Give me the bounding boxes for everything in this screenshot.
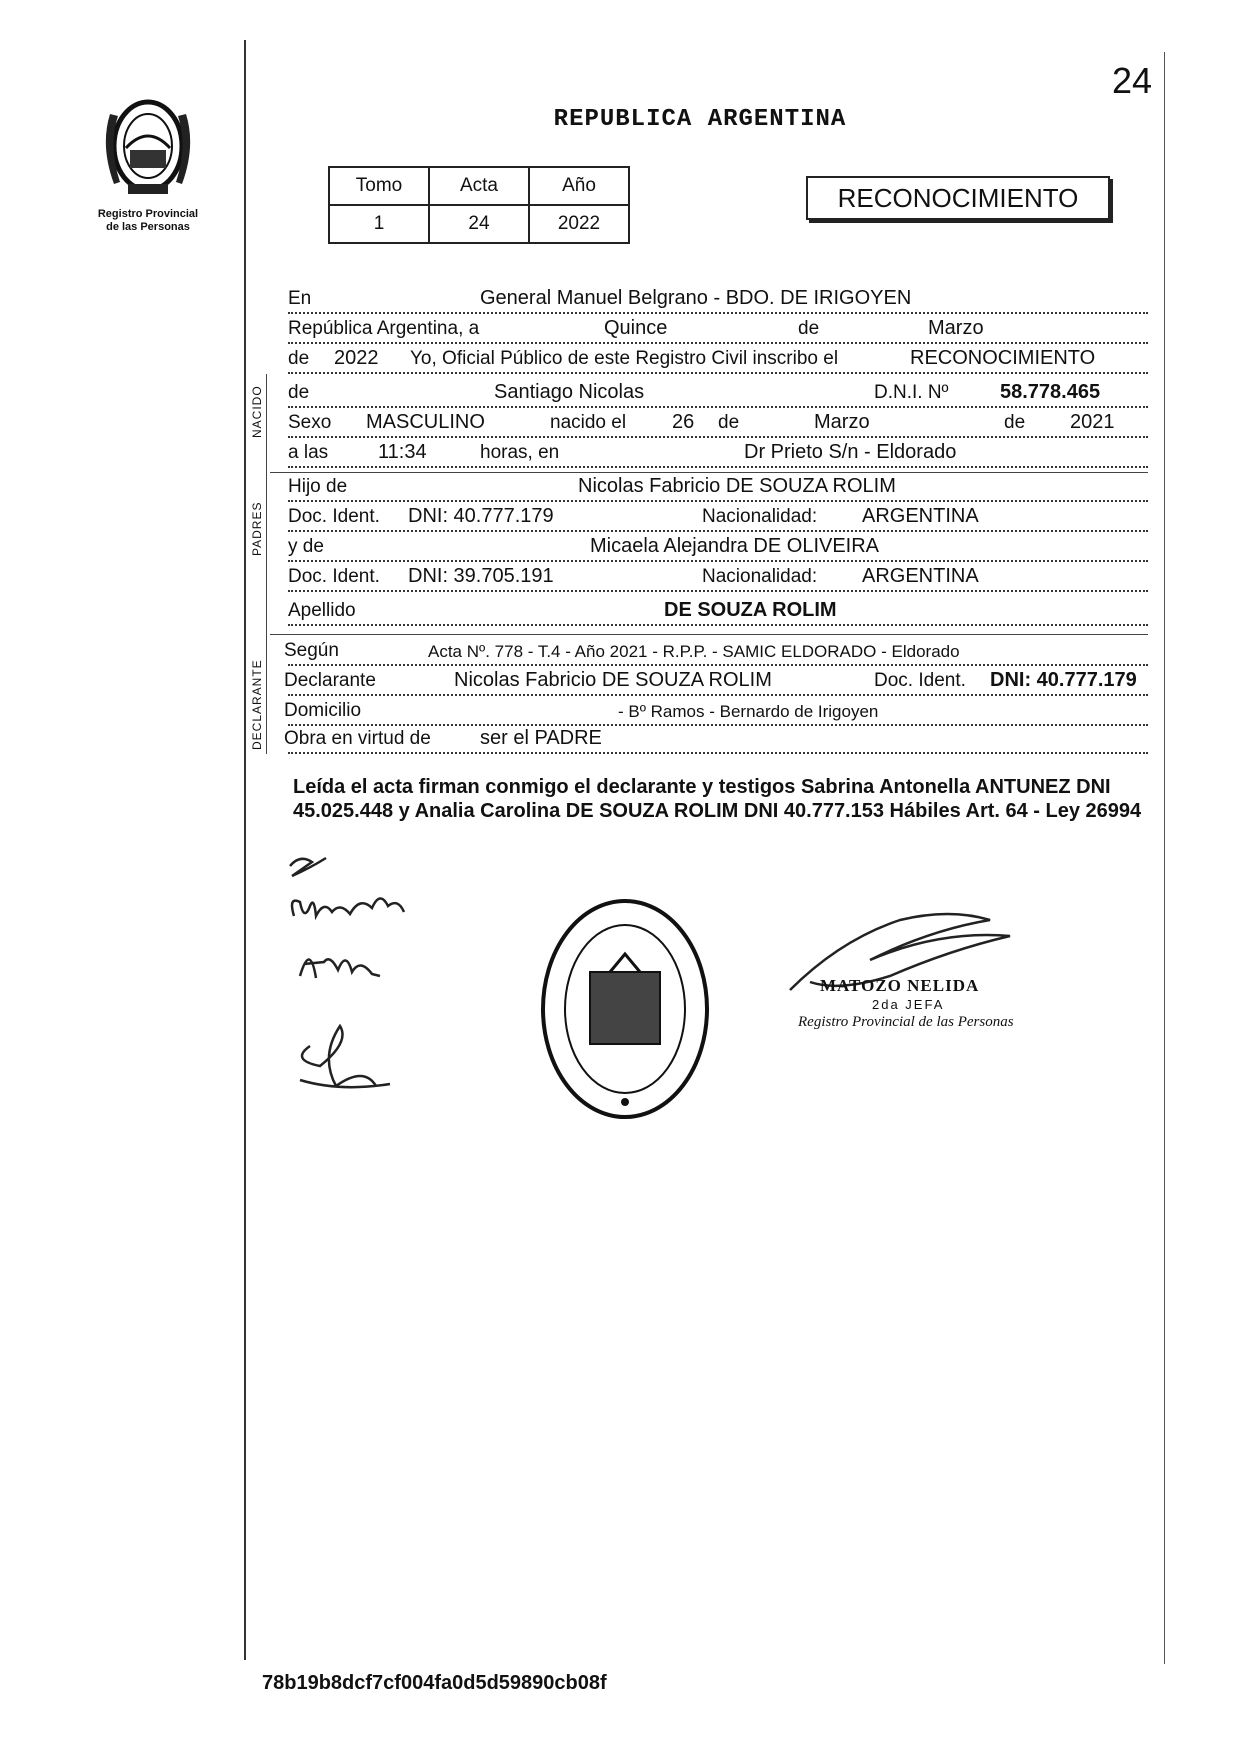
value-sexo: MASCULINO [366, 411, 485, 433]
row-sexo [288, 406, 1148, 438]
acta-value: 24 [429, 205, 529, 243]
label-obra: Obra en virtud de [284, 728, 431, 749]
anio-header: Año [529, 167, 629, 205]
value-nac-mes: Marzo [814, 411, 870, 433]
label-declarante: Declarante [284, 670, 376, 691]
value-declarante-doc: DNI: 40.777.179 [990, 669, 1137, 691]
closing-statement: Leída el acta firman conmigo el declarante y testigos Sabrina Antonella ANTUNEZ DNI 45.025.448 y Analia Carolina DE SOUZA ROLIM DNI 40.777.153 Hábiles Art. 64 - Ley 26994 [293, 776, 1142, 822]
register-value-row [329, 205, 629, 243]
label-dni: D.N.I. Nº [874, 382, 949, 403]
label-horas-en: horas, en [480, 442, 560, 463]
label-sexo: Sexo [288, 412, 332, 433]
value-dni: 58.778.465 [1000, 381, 1101, 403]
logo-caption-line2: de las Personas [106, 221, 190, 233]
value-inscripcion: RECONOCIMIENTO [910, 347, 1096, 369]
act-type-box: RECONOCIMIENTO [806, 176, 1110, 220]
value-nac-dia: 26 [672, 411, 695, 433]
row-inscripcion [288, 342, 1148, 374]
value-madre: Micaela Alejandra DE OLIVEIRA [590, 535, 880, 557]
document-hash: 78b19b8dcf7cf004fa0d5d59890cb08f [262, 1672, 607, 1694]
label-domicilio: Domicilio [284, 700, 362, 721]
row-madre-doc [288, 560, 1148, 592]
value-apellido: DE SOUZA ROLIM [664, 599, 837, 621]
value-padre-nac: ARGENTINA [862, 505, 979, 527]
row-nombre [288, 376, 1148, 408]
label-doc-ident-declarante: Doc. Ident. [874, 670, 966, 691]
label-de-nac-anio: de [1004, 412, 1026, 433]
logo-caption-line1: Registro Provincial [97, 208, 199, 220]
value-obra: ser el PADRE [480, 727, 602, 749]
value-dia: Quince [604, 317, 668, 339]
value-hora: 11:34 [378, 441, 427, 463]
left-margin-line [244, 40, 246, 1660]
row-declarante [284, 664, 1148, 696]
section-divider-line [266, 374, 267, 754]
label-de-nac-mes: de [718, 412, 740, 433]
label-yo-oficial: Yo, Oficial Público de este Registro Civil inscribo el [410, 348, 839, 369]
right-margin-line [1164, 52, 1165, 1664]
row-apellido [288, 594, 1148, 626]
official-seal-icon [538, 896, 712, 1122]
value-madre-nac: ARGENTINA [862, 565, 979, 587]
country-title: REPUBLICA ARGENTINA [553, 106, 847, 133]
acta-header: Acta [429, 167, 529, 205]
value-padre: Nicolas Fabricio DE SOUZA ROLIM [578, 475, 896, 497]
value-segun: Acta Nº. 778 - T.4 - Año 2021 - R.P.P. - SAMIC ELDORADO - Eldorado [428, 642, 960, 661]
label-doc-ident-padre: Doc. Ident. [288, 506, 380, 527]
value-nombre: Santiago Nicolas [494, 381, 645, 403]
province-emblem-icon [88, 84, 208, 204]
value-padre-doc: DNI: 40.777.179 [408, 505, 554, 527]
official-office: Registro Provincial de las Personas [798, 1014, 1014, 1030]
value-mes: Marzo [928, 317, 984, 339]
signature-declarante [280, 846, 460, 1116]
label-nacido-el: nacido el [550, 412, 627, 433]
anio-value: 2022 [529, 205, 629, 243]
label-republica: República Argentina, a [288, 318, 480, 339]
row-padre [288, 470, 1148, 502]
official-name: MATOZO NELIDA [820, 976, 980, 995]
value-anio: 2022 [334, 347, 379, 369]
value-madre-doc: DNI: 39.705.191 [408, 565, 554, 587]
side-label-padres: PADRES [250, 501, 264, 556]
label-apellido: Apellido [288, 600, 356, 621]
label-nacionalidad-madre: Nacionalidad: [702, 566, 818, 587]
label-de-mes: de [798, 318, 820, 339]
label-nacionalidad-padre: Nacionalidad: [702, 506, 818, 527]
row-fecha [288, 312, 1148, 344]
tomo-value: 1 [329, 205, 429, 243]
logo-caption [78, 208, 218, 234]
label-de-nombre: de [288, 382, 310, 403]
label-en: En [288, 288, 312, 309]
side-label-declarante: DECLARANTE [250, 659, 264, 750]
row-padre-doc [288, 500, 1148, 532]
label-y-de: y de [288, 536, 324, 557]
row-madre [288, 530, 1148, 562]
label-de-anio: de [288, 348, 310, 369]
side-label-nacido: NACIDO [250, 385, 264, 438]
official-role: 2da JEFA [872, 997, 945, 1012]
register-header-row [329, 167, 629, 205]
row-segun [284, 634, 1148, 666]
page-number: 24 [1112, 60, 1153, 101]
row-obra [284, 722, 1148, 754]
value-domicilio: - Bº Ramos - Bernardo de Irigoyen [618, 702, 879, 721]
value-lugar: General Manuel Belgrano - BDO. DE IRIGOYEN [480, 287, 912, 309]
register-table [328, 166, 630, 244]
tomo-header: Tomo [329, 167, 429, 205]
value-lugar-nac: Dr Prieto S/n - Eldorado [744, 441, 957, 463]
label-a-las: a las [288, 442, 329, 463]
row-hora [288, 436, 1148, 468]
row-lugar [288, 282, 1148, 314]
value-nac-anio: 2021 [1070, 411, 1115, 433]
label-segun: Según [284, 640, 339, 661]
label-doc-ident-madre: Doc. Ident. [288, 566, 380, 587]
value-declarante: Nicolas Fabricio DE SOUZA ROLIM [454, 669, 772, 691]
label-hijo-de: Hijo de [288, 476, 348, 497]
